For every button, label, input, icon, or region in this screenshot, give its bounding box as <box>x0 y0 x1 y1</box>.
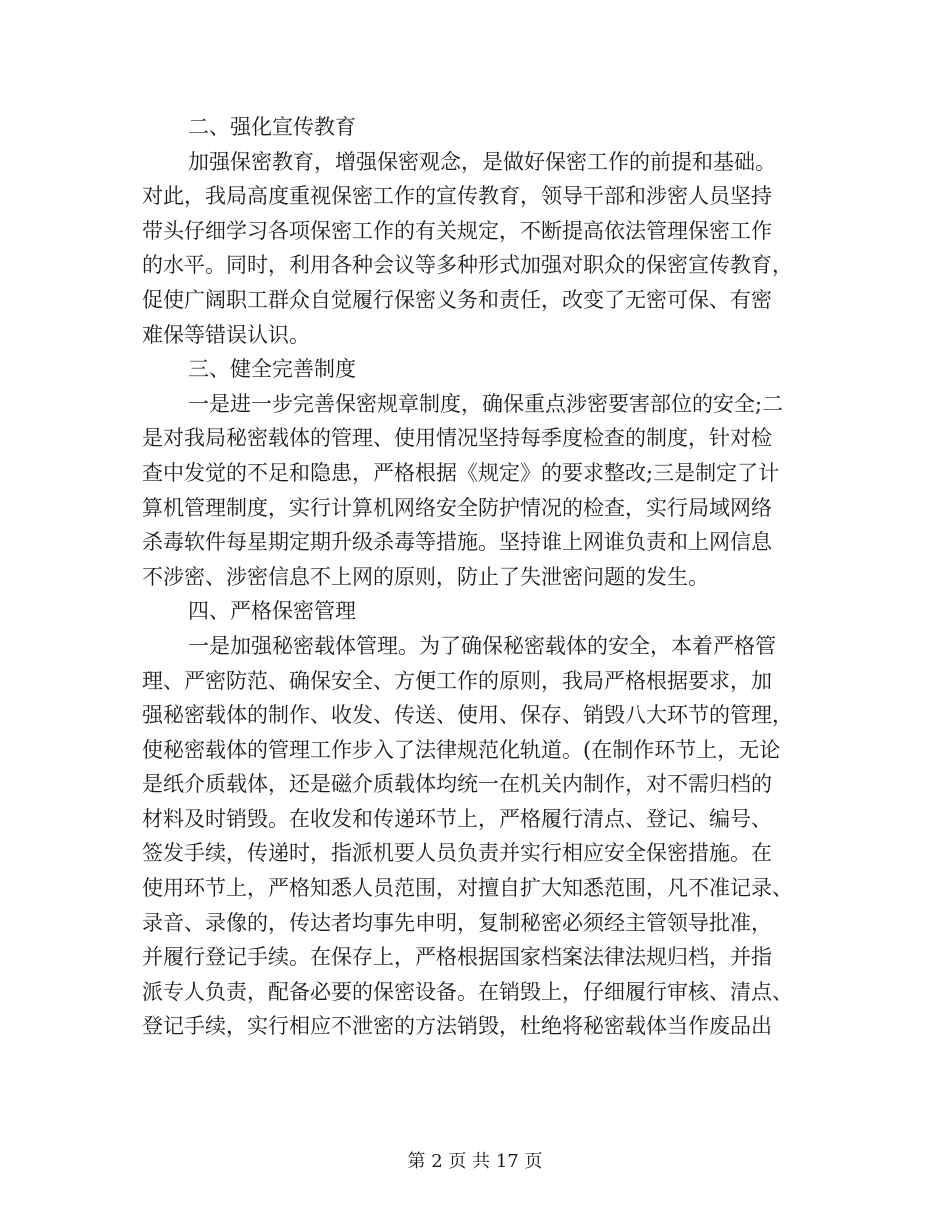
paragraph-line: 派专人负责，配备必要的保密设备。在销毁上，仔细履行审核、清点、 <box>142 979 793 1004</box>
section-heading: 三、健全完善制度 <box>188 357 356 382</box>
paragraph-line: 一是加强秘密载体管理。为了确保秘密载体的安全，本着严格管 <box>188 633 776 658</box>
paragraph-line: 使秘密载体的管理工作步入了法律规范化轨道。(在制作环节上，无论 <box>142 737 781 762</box>
paragraph-line: 一是进一步完善保密规章制度，确保重点涉密要害部位的安全;二 <box>188 391 784 416</box>
paragraph-line: 查中发觉的不足和隐患，严格根据《规定》的要求整改;三是制定了计 <box>142 460 780 485</box>
section-heading: 二、强化宣传教育 <box>188 115 356 139</box>
paragraph-line: 带头仔细学习各项保密工作的有关规定，不断提高依法管理保密工作 <box>142 218 772 243</box>
paragraph-line: 难保等错误认识。 <box>142 322 310 347</box>
paragraph-line: 理、严密防范、确保安全、方便工作的原则，我局严格根据要求，加 <box>142 668 772 693</box>
page-number-footer: 第 2 页 共 17 页 <box>407 1151 543 1172</box>
paragraph-line: 并履行登记手续。在保存上，严格根据国家档案法律法规归档，并指 <box>142 945 772 970</box>
paragraph-line: 促使广阔职工群众自觉履行保密义务和责任，改变了无密可保、有密 <box>142 287 772 312</box>
paragraph-line: 强秘密载体的制作、收发、传送、使用、保存、销毁八大环节的管理， <box>142 703 793 728</box>
paragraph-line: 录音、录像的，传达者均事先申明，复制秘密必须经主管领导批准， <box>142 910 772 935</box>
document-body <box>142 110 812 1044</box>
paragraph-line: 签发手续，传递时，指派机要人员负责并实行相应安全保密措施。在 <box>142 841 772 866</box>
paragraph-line: 对此，我局高度重视保密工作的宣传教育，领导干部和涉密人员坚持 <box>142 184 772 209</box>
paragraph-line: 材料及时销毁。在收发和传递环节上，严格履行清点、登记、编号、 <box>142 806 772 831</box>
section-heading: 四、严格保密管理 <box>188 599 356 624</box>
paragraph-line: 算机管理制度，实行计算机网络安全防护情况的检查，实行局域网络 <box>142 495 772 520</box>
paragraph-line: 的水平。同时，利用各种会议等多种形式加强对职众的保密宣传教育， <box>142 253 793 278</box>
paragraph-line: 登记手续，实行相应不泄密的方法销毁，杜绝将秘密载体当作废品出 <box>142 1014 772 1039</box>
paragraph-line: 是纸介质载体，还是磁介质载体均统一在机关内制作，对不需归档的 <box>142 772 772 797</box>
paragraph-line: 不涉密、涉密信息不上网的原则，防止了失泄密问题的发生。 <box>142 564 709 589</box>
paragraph-line: 杀毒软件每星期定期升级杀毒等措施。坚持谁上网谁负责和上网信息 <box>142 530 772 555</box>
paragraph-line: 使用环节上，严格知悉人员范围，对擅自扩大知悉范围，凡不准记录、 <box>142 876 793 901</box>
paragraph-line: 是对我局秘密载体的管理、使用情况坚持每季度检查的制度，针对检 <box>142 426 772 451</box>
paragraph-line: 加强保密教育，增强保密观念，是做好保密工作的前提和基础。 <box>188 149 776 174</box>
